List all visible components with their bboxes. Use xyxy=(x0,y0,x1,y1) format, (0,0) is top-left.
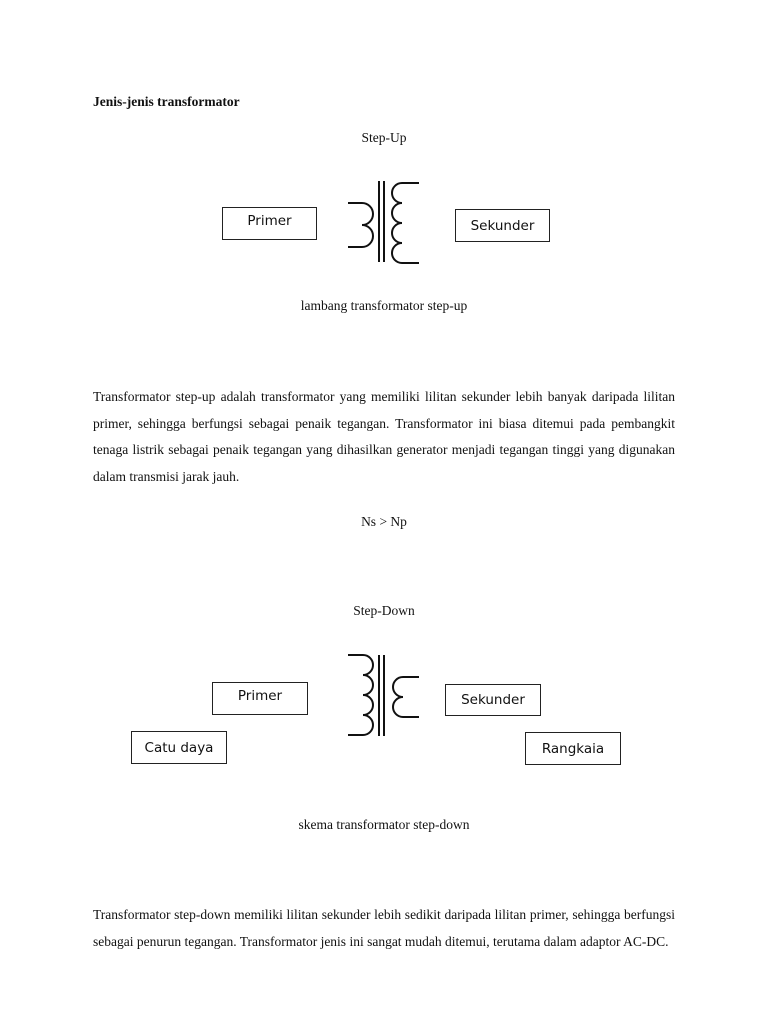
stepup-secondary-box xyxy=(455,209,550,242)
stepdown-transformer-symbol xyxy=(340,652,430,742)
stepup-primary-label: Primer xyxy=(247,212,292,229)
section-heading: Jenis-jenis transformator xyxy=(93,94,240,109)
power-source-box xyxy=(131,731,227,764)
load-circuit-label: Rangkaia xyxy=(541,740,605,757)
stepdown-title: Step-Down xyxy=(353,603,415,618)
load-circuit-box xyxy=(525,732,621,765)
stepdown-primary-label: Primer xyxy=(237,687,283,704)
power-source-label: Catu daya xyxy=(144,739,214,756)
stepup-secondary-label: Sekunder xyxy=(470,217,535,234)
stepdown-secondary-box xyxy=(445,684,541,716)
stepup-caption: lambang transformator step-up xyxy=(300,298,468,313)
stepup-paragraph: Transformator step-up adalah transformator yang memiliki lilitan sekunder lebih banyak daripada lilitan primer, sehingga berfungsi sebagai penaik tegangan. Transformator ini biasa ditemui pada pembangkit tenaga listrik sebagai penaik tegangan yang dihasilkan generator menjadi tegangan tinggi yang digunakan dalam transmisi jarak jauh. xyxy=(93,389,675,484)
stepup-primary-box xyxy=(222,207,317,240)
stepdown-primary-box xyxy=(212,682,308,715)
stepup-title: Step-Up xyxy=(361,130,407,145)
stepdown-secondary-label: Sekunder xyxy=(461,692,525,708)
stepdown-caption: skema transformator step-down xyxy=(298,817,470,832)
stepup-formula: Ns > Np xyxy=(361,514,407,529)
stepup-transformer-symbol xyxy=(340,178,430,268)
stepdown-paragraph: Transformator step-down memiliki lilitan sekunder lebih sedikit daripada lilitan primer, sehingga berfungsi sebagai penurun tegangan. Transformator jenis ini sangat mudah ditemui, terutama dalam adaptor AC-DC. xyxy=(93,907,675,949)
